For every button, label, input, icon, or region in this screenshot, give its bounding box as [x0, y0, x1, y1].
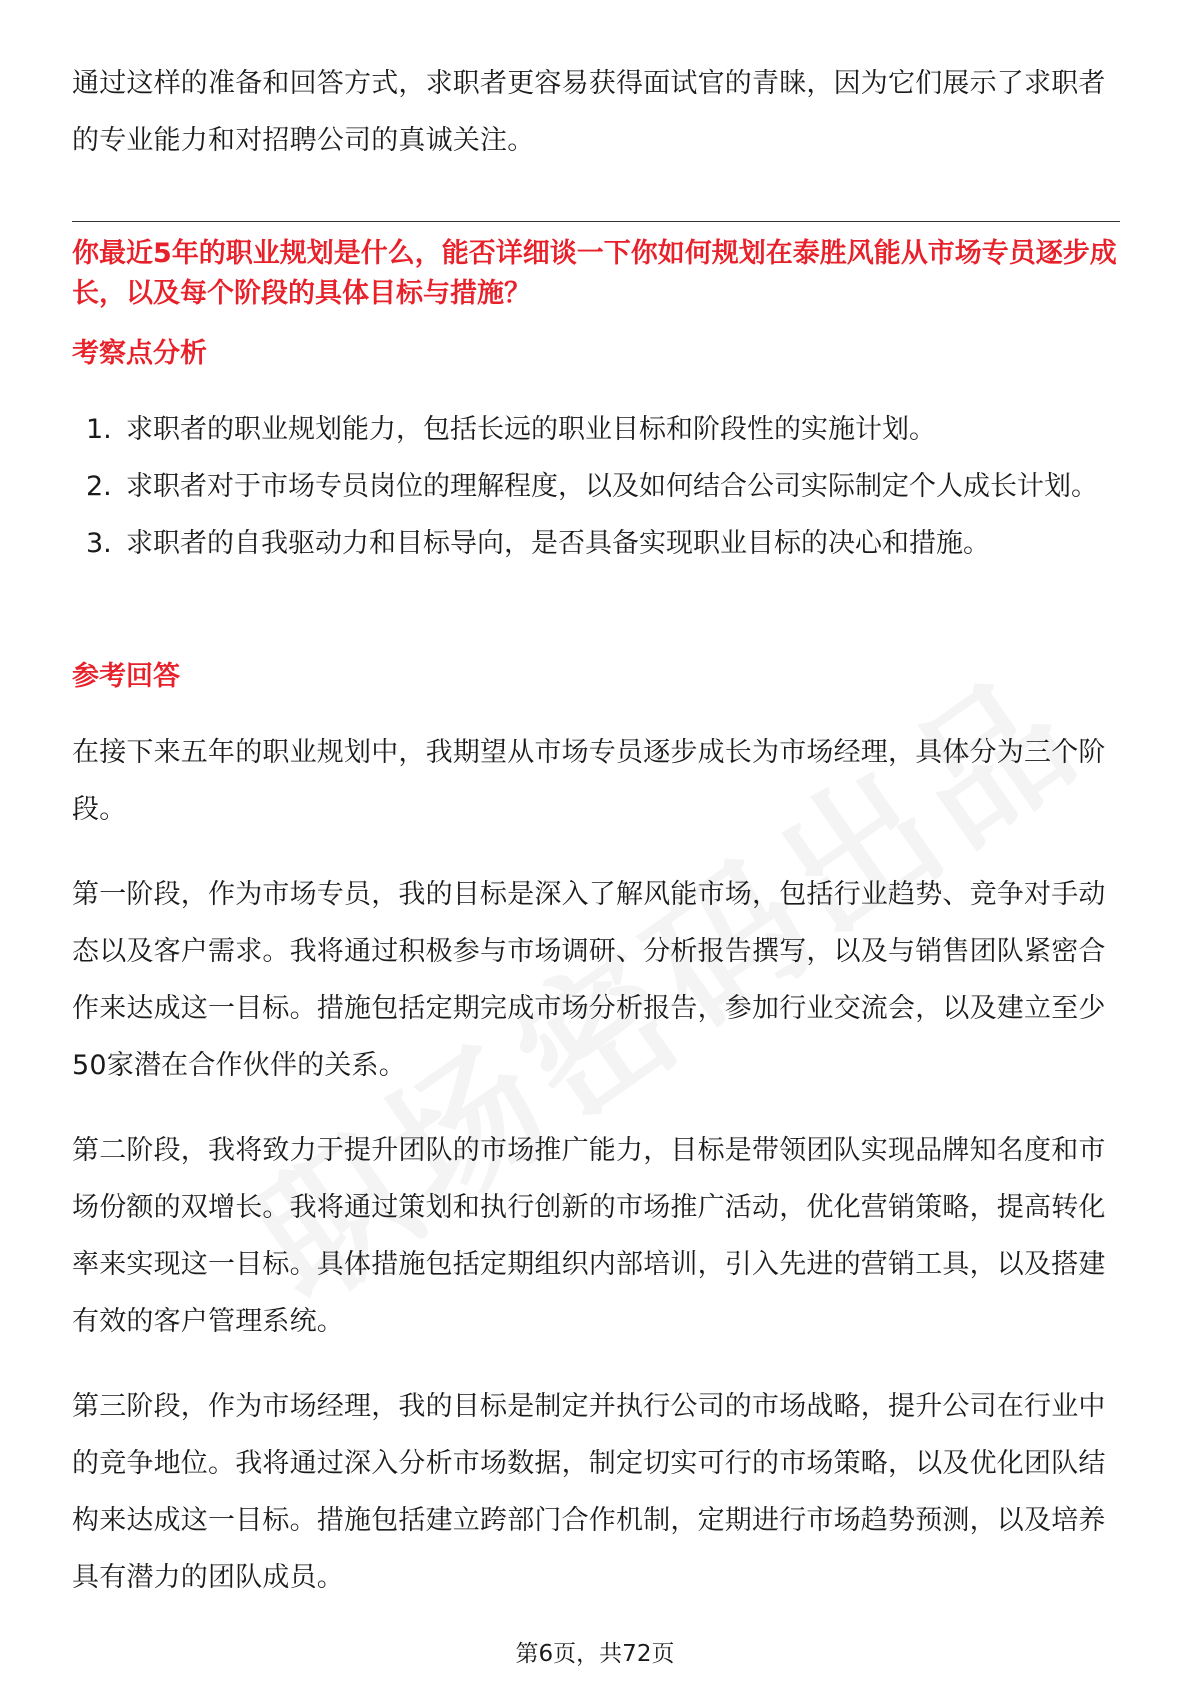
list-item-text: 求职者的职业规划能力，包括长远的职业目标和阶段性的实施计划。	[126, 414, 936, 445]
reference-title: 参考回答	[72, 661, 180, 692]
answer-paragraph: 第一阶段，作为市场专员，我的目标是深入了解风能市场，包括行业趋势、竞争对手动态以及客户需求。我将通过积极参与市场调研、分析报告撰写，以及与销售团队紧密合作来达成这一目标。措施包括定期完成市场分析报告，参加行业交流会，以及建立至少50家潜在合作伙伴的关系。	[72, 879, 1106, 1081]
analysis-list	[72, 401, 1120, 572]
reference-answer	[72, 724, 1120, 1634]
list-item-number: 1.	[86, 414, 112, 445]
question-heading: 你最近5年的职业规划是什么，能否详细谈一下你如何规划在泰胜风能从市场专员逐步成长，以及每个阶段的具体目标与措施？	[72, 238, 1117, 309]
list-item-number: 3.	[86, 528, 112, 559]
section-divider	[72, 221, 1120, 222]
list-item-text: 求职者对于市场专员岗位的理解程度，以及如何结合公司实际制定个人成长计划。	[126, 471, 1098, 502]
analysis-title: 考察点分析	[72, 338, 207, 369]
list-item	[72, 401, 1120, 458]
page-number: 第6页，共72页	[515, 1641, 675, 1667]
list-item-text: 求职者的自我驱动力和目标导向，是否具备实现职业目标的决心和措施。	[126, 528, 990, 559]
answer-paragraph: 第二阶段，我将致力于提升团队的市场推广能力，目标是带领团队实现品牌知名度和市场份额的双增长。我将通过策划和执行创新的市场推广活动，优化营销策略，提高转化率来实现这一目标。具体措施包括定期组织内部培训，引入先进的营销工具，以及搭建有效的客户管理系统。	[72, 1135, 1106, 1337]
list-item	[72, 515, 1120, 572]
answer-paragraph: 第三阶段，作为市场经理，我的目标是制定并执行公司的市场战略，提升公司在行业中的竞争地位。我将通过深入分析市场数据，制定切实可行的市场策略，以及优化团队结构来达成这一目标。措施包括建立跨部门合作机制，定期进行市场趋势预测，以及培养具有潜力的团队成员。	[72, 1391, 1106, 1593]
list-item	[72, 458, 1120, 515]
intro-paragraph: 通过这样的准备和回答方式，求职者更容易获得面试官的青睐，因为它们展示了求职者的专业能力和对招聘公司的真诚关注。	[72, 68, 1106, 156]
list-item-number: 2.	[86, 471, 112, 502]
answer-paragraph: 在接下来五年的职业规划中，我期望从市场专员逐步成长为市场经理，具体分为三个阶段。	[72, 737, 1106, 825]
